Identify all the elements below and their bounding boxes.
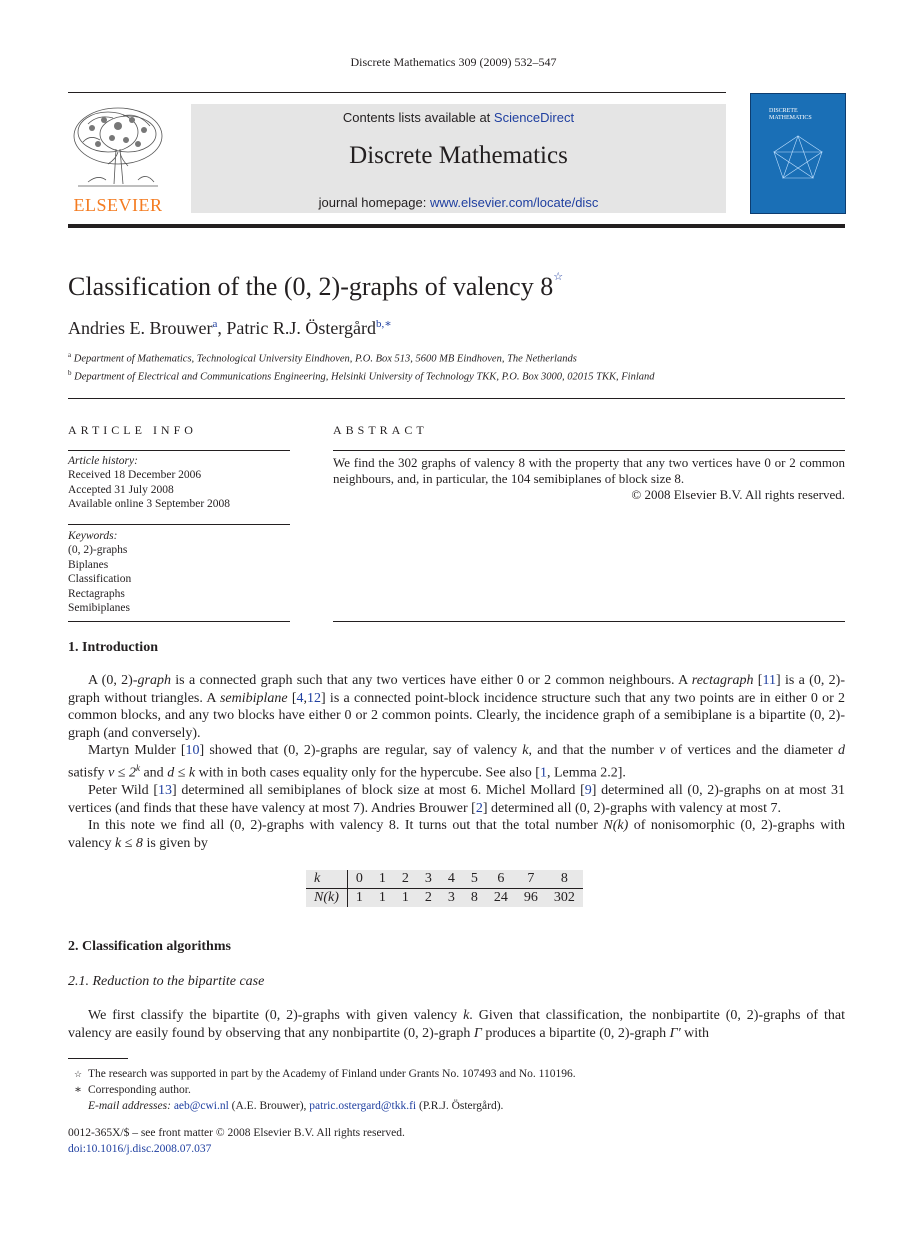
keywords: Keywords: (0, 2)-graphs Biplanes Classification Rectagraphs Semibiplanes	[68, 529, 290, 615]
intro-paragraph-3: Peter Wild [13] determined all semibiplanes of block size at most 6. Michel Mollard [9] determined all (0, 2)-graphs on at most 31 vertices (and finds that these have valency at most 7). Andries Brouwer [2] determined all (0, 2)-graphs with valency at most 7.	[68, 783, 845, 816]
homepage-link[interactable]: www.elsevier.com/locate/disc	[429, 195, 599, 210]
table-row: k 0 1 2 3 4 5 6 7 8	[306, 870, 583, 889]
section-heading-introduction: 1. Introduction	[68, 640, 158, 655]
author-line: Andries E. Brouwer$^a$, Patric R.J. Östergård$^{b,∗}$	[68, 318, 392, 338]
footnotes	[68, 1066, 845, 1114]
ref-link[interactable]: 13	[157, 783, 172, 799]
elsevier-tree-icon	[68, 104, 168, 192]
author-ostergard: Patric R.J. Östergård	[226, 318, 377, 338]
abstract-text: We find the 302 graphs of valency 8 with the property that any two vertices have 0 or 2 common neighbours, and, in particular, the 104 semibiplanes of block size 8.	[333, 455, 845, 486]
keyword: Semibiplanes	[68, 602, 130, 615]
affiliation-b: $^b$ Department of Electrical and Communications Engineering, Helsinki University of Technology TKK, P.O. Box 3000, 02015 TKK, Finland	[68, 369, 655, 383]
section2-paragraph-1: We first classify the bipartite (0, 2)-graphs with given valency k. Given that classification, the nonbipartite (0, 2)-graphs of that valency are easily found by observing that any nonbipartite (0, 2)-graph Γ produces a bipartite (0, 2)-graph Γ′ with	[68, 1008, 845, 1041]
title-footnote-mark[interactable]: ☆	[553, 271, 564, 283]
article-history: Article history: Received 18 December 2006 Accepted 31 July 2008 Available online 3 September 2008	[68, 454, 290, 512]
history-accepted: Accepted 31 July 2008	[68, 483, 174, 496]
article-title: Classification of the (0, 2)-graphs of valency 8☆	[68, 271, 564, 301]
intro-paragraph-2: Martyn Mulder [10] showed that (0, 2)-graphs are regular, say of valency k, and that the number v of vertices and the diameter d satisfy $v \le 2^k$ and d ≤ k with in both cases equality only for the hypercube. See also [1, Lemma 2.2].	[68, 743, 846, 781]
abstract-heading: ABSTRACT	[333, 423, 428, 437]
keyword: Classification	[68, 573, 132, 586]
article-info-rule	[68, 450, 290, 451]
keyword: Biplanes	[68, 558, 109, 571]
email-link-ostergard[interactable]: patric.ostergard@tkk.fi	[309, 1100, 417, 1112]
issn-line: 0012-365X/$ – see front matter © 2008 Elsevier B.V. All rights reserved.	[68, 1127, 405, 1139]
article-info-bottom-rule	[68, 621, 290, 622]
table-row: N(k) 1 1 1 2 3 8 24 96 302	[306, 889, 583, 908]
ref-link[interactable]: 4	[296, 690, 304, 706]
subsection-heading: 2.1. Reduction to the bipartite case	[68, 974, 265, 989]
ref-link[interactable]: 2	[475, 800, 483, 816]
ref-link[interactable]: 9	[584, 783, 592, 799]
article-info-heading: ARTICLE INFO	[68, 423, 197, 437]
history-online: Available online 3 September 2008	[68, 498, 231, 511]
contents-line: Contents lists available at ScienceDirect	[342, 110, 575, 125]
keyword: Rectagraphs	[68, 587, 125, 600]
footnote-corresponding: ∗ Corresponding author.	[74, 1084, 191, 1096]
doi-link[interactable]: doi:10.1016/j.disc.2008.07.037	[68, 1143, 212, 1155]
keyword: (0, 2)-graphs	[68, 544, 128, 557]
footnote-funding: ☆ The research was supported in part by the Academy of Finland under Grants No. 107493 and No. 110196.	[73, 1068, 576, 1080]
journal-cover	[750, 93, 846, 214]
masthead-rule	[68, 224, 845, 228]
footnote-emails: E-mail addresses: aeb@cwi.nl (A.E. Brouwer), patric.ostergard@tkk.fi (P.R.J. Östergård).	[88, 1100, 504, 1112]
cover-title: DISCRETE MATHEMATICS	[769, 108, 812, 121]
journal-masthead	[191, 104, 726, 213]
top-rule	[68, 92, 726, 93]
affiliation-a: $^a$ Department of Mathematics, Technological University Eindhoven, P.O. Box 513, 5600 MB Eindhoven, The Netherlands	[68, 351, 577, 365]
author-brouwer: Andries E. Brouwer	[68, 318, 213, 338]
abstract-bottom-rule	[333, 621, 845, 622]
running-head: Discrete Mathematics 309 (2009) 532–547	[350, 55, 557, 69]
publisher-wordmark: ELSEVIER	[73, 195, 163, 215]
homepage-line: journal homepage: www.elsevier.com/locate/disc	[318, 195, 599, 210]
ref-link[interactable]: 10	[185, 743, 200, 759]
intro-paragraph-1: A (0, 2)-graph is a connected graph such that any two vertices have either 0 or 2 common neighbours. A rectagraph [11] is a (0, 2)-graph without triangles. A semibiplane [4,12] is a connected point-block incidence structure such that any two points are in either 0 or 2 common blocks, and any two blocks have either 0 or 2 common points. Clearly, the incidence graph of a semibiplane is a bipartite (0, 2)-graph (and conversely).	[68, 673, 845, 741]
sciencedirect-link[interactable]: ScienceDirect	[493, 110, 575, 125]
history-received: Received 18 December 2006	[68, 469, 202, 482]
elsevier-logo	[68, 104, 168, 214]
abstract-copyright: © 2008 Elsevier B.V. All rights reserved.	[631, 487, 845, 502]
header-rule	[68, 398, 845, 399]
keywords-rule	[68, 524, 290, 525]
intro-body	[68, 672, 845, 853]
journal-title: Discrete Mathematics	[349, 142, 568, 169]
footnote-rule	[68, 1058, 128, 1059]
ref-link[interactable]: 11	[762, 673, 776, 688]
cover-pentagon-icon	[768, 132, 828, 182]
email-link-brouwer[interactable]: aeb@cwi.nl	[173, 1100, 229, 1112]
abstract-rule	[333, 450, 845, 451]
author2-affil-mark[interactable]: b,∗	[376, 318, 392, 330]
ref-link[interactable]: 12	[307, 690, 322, 706]
author1-affil-mark[interactable]: a	[212, 318, 218, 330]
ref-link[interactable]: 1	[539, 765, 547, 781]
section-heading-classification: 2. Classification algorithms	[68, 939, 231, 954]
valency-count-table	[306, 870, 583, 907]
intro-paragraph-4: In this note we find all (0, 2)-graphs with valency 8. It turns out that the total number N(k) of nonisomorphic (0, 2)-graphs with valency k ≤ 8 is given by	[68, 818, 846, 851]
